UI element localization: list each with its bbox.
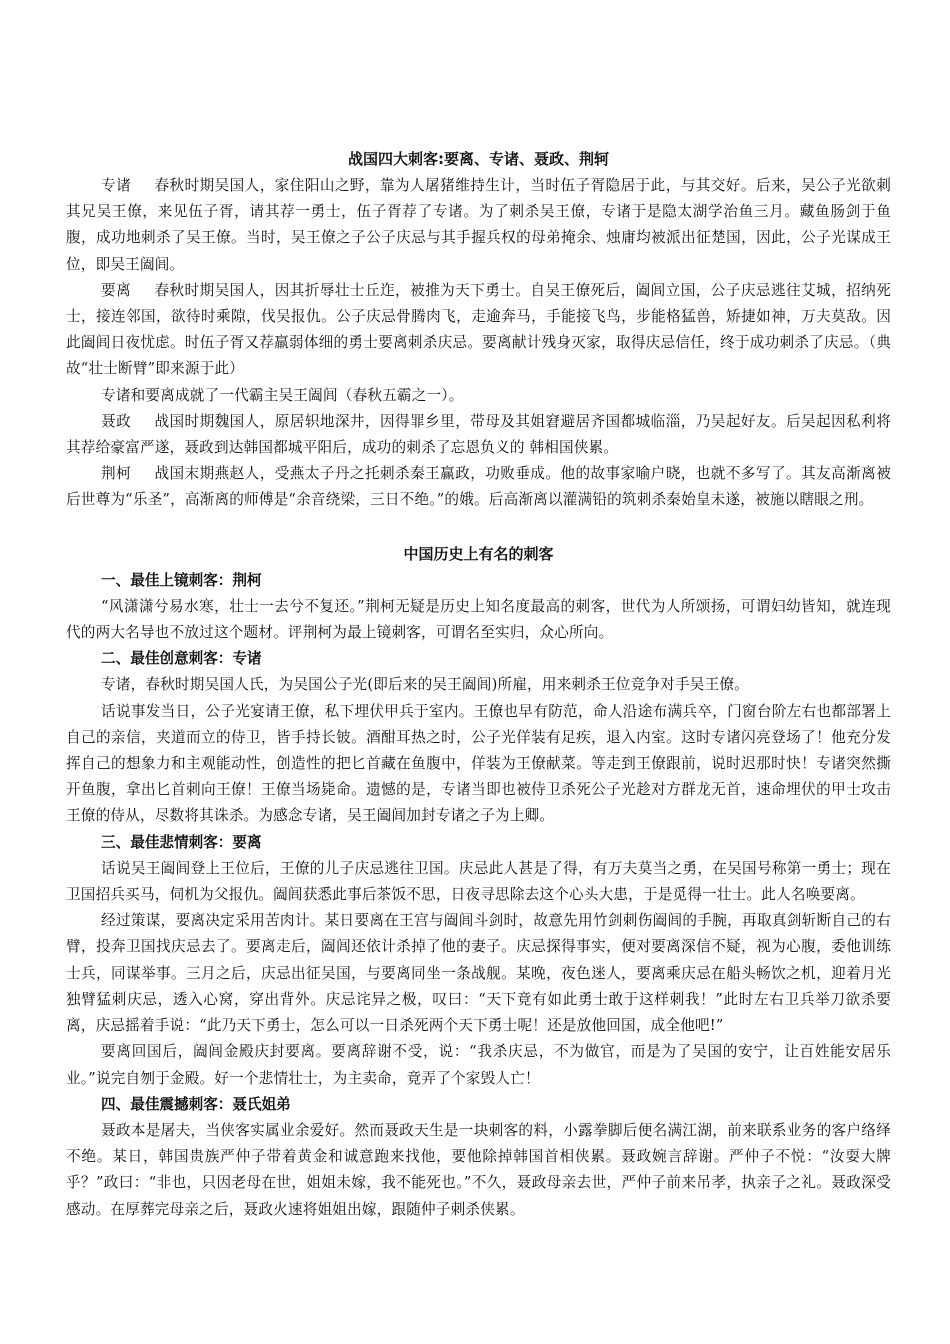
body-paragraph: 话说事发当日，公子光宴请王僚，私下埋伏甲兵于室内。王僚也早有防范，命人沿途布满兵卒，门窗台阶左右也都部署上自己的亲信，夹道而立的侍卫，皆手持长铍。酒酣耳热之时，公子光佯装有足疾，退入内室。这时专诸闪亮登场了！他充分发挥自己的想象力和主观能动性，创造性的把匕首藏在鱼腹中，佯装为王僚献菜。等走到王僚跟前，说时迟那时快！专诸突然撕开鱼腹，拿出匕首刺向王僚！王僚当场毙命。遗憾的是，专诸当即也被侍卫杀死公子光趁对方群龙无首，速命埋伏的甲士攻击王僚的侍从，尽数将其诛杀。为感念专诸，吴王阖闾加封专诸之子为上卿。 bbox=[66, 702, 891, 825]
body-paragraph: “风潇潇兮易水寒，壮士一去兮不复还。”荆柯无疑是历史上知名度最高的刺客，世代为人所颂扬，可谓妇幼皆知，就连现代的两大名导也不放过这个题材。评荆柯为最上镜刺客，可谓名至实归，众心所向。 bbox=[66, 597, 891, 642]
subheading: 一、最佳上镜刺客：荆柯 bbox=[101, 571, 262, 589]
bio-text: 春秋时期吴国人，因其折辱壮士丘迮，被推为天下勇士。自吴王僚死后，阖闾立国，公子庆忌逃往艾城，招纳死士，接连邻国，欲待时乘隙，伐吴报仇。公子庆忌骨腾肉飞，走逾奔马，手能接飞鸟，步能格猛兽，矫捷如神，万夫莫敌。因此阖闾日夜忧虑。时伍子胥又荐羸弱体细的勇士要离刺杀庆忌。要离献计残身灭家，取得庆忌信任，终于成功刺杀了庆忌。（典故“壮士断臂”即来源于此） bbox=[66, 281, 891, 378]
bio-paragraph bbox=[66, 461, 891, 513]
body-paragraph: 要离回国后，阖闾金殿庆封要离。要离辞谢不受，说：“我杀庆忌，不为做官，而是为了吴国的安宁，让百姓能安居乐业。”说完自刎于金殿。好一个悲情壮士，为主卖命，竟弄了个家毁人亡！ bbox=[66, 1043, 891, 1087]
bio-text: 战国时期魏国人，原居轵地深井，因得罪乡里，带母及其姐窘避居齐国都城临淄，乃吴起好友。后吴起因私利将其荐给豪富严遂，聂政到达韩国都城平阳后，成功的刺杀了忘恩负义的 韩相国侠累。 bbox=[66, 412, 891, 457]
body-paragraph: 话说吴王阖闾登上王位后，王僚的儿子庆忌逃往卫国。庆忌此人甚是了得，有万夫莫当之勇，在吴国号称第一勇士；现在卫国招兵买马，伺机为父报仇。阖闾获悉此事后茶饭不思，日夜寻思除去这个心头大患，于是觅得一壮士。此人名唤要离。 bbox=[66, 859, 891, 904]
bio-paragraph bbox=[66, 409, 891, 461]
body-paragraph: 专诸，春秋时期吴国人氏，为吴国公子光(即后来的吴王阖闾)所雇，用来刺杀王位竞争对手吴王僚。 bbox=[101, 676, 749, 694]
bio-paragraph bbox=[66, 173, 891, 278]
bio-text: 春秋时期吴国人，家住阳山之野，靠为人屠猪维持生计，当时伍子胥隐居于此，与其交好。后来，吴公子光欲刺其兄吴王僚，来见伍子胥，请其荐一勇士，伍子胥荐了专诸。为了刺杀吴王僚，专诸于是隐太湖学治鱼三月。藏鱼肠剑于鱼腹，成功地刺杀了吴王僚。当时，吴王僚之子公子庆忌与其手握兵权的母弟掩余、烛庸均被派出征楚国，因此，公子光谋成王位，即吴王阖闾。 bbox=[66, 177, 891, 273]
bio-name: 荆柯 bbox=[101, 465, 132, 483]
body-paragraph: 经过策谋，要离决定采用苦肉计。某日要离在王宫与阖闾斗剑时，故意先用竹剑刺伤阖闾的手腕，再取真剑斩断自己的右臂，投奔卫国找庆忌去了。要离走后，阖闾还依计杀掉了他的妻子。庆忌探得事实，便对要离深信不疑，视为心腹，委他训练士兵，同谋举事。三月之后，庆忌出征吴国，与要离同坐一条战舰。某晚，夜色迷人，要离乘庆忌在船头畅饮之机，迎着月光独臂猛刺庆忌，透入心窝，穿出背外。庆忌诧异之极，叹曰：“天下竟有如此勇士敢于这样刺我！”此时左右卫兵举刀欲杀要离，庆忌摇着手说：“此乃天下勇士，怎么可以一日杀死两个天下勇士呢！还是放他回国，成全他吧!” bbox=[66, 912, 891, 1035]
document-page bbox=[66, 147, 891, 1223]
bio-text: 战国末期燕赵人，受燕太子丹之托刺杀秦王赢政，功败垂成。他的故事家喻户晓，也就不多写了。其友高渐离被后世尊为“乐圣”，高渐离的师傅是“余音绕梁，三日不绝。”的娥。后高渐离以灌满铅的筑刺杀秦始皇未遂，被施以瞎眼之刑。 bbox=[66, 465, 891, 509]
subheading: 三、最佳悲情刺客：要离 bbox=[101, 833, 262, 851]
subheading: 四、最佳震撼刺客：聂氏姐弟 bbox=[101, 1095, 291, 1113]
note-paragraph: 专诸和要离成就了一代霸主吴王阖闾（春秋五霸之一）。 bbox=[101, 386, 464, 404]
body-paragraph: 聂政本是屠夫，当侠客实属业余爱好。然而聂政天生是一块刺客的料，小露拳脚后便名满江湖，前来联系业务的客户络绎不绝。某日，韩国贵族严仲子带着黄金和诚意跑来找他，要他除掉韩国首相侠累。聂政婉言辞谢。严仲子不悦：“汝耍大牌乎？”政曰：“非也，只因老母在世，姐姐未嫁，我不能死也。”不久，聂政母亲去世，严仲子前来吊孝，执亲子之礼。聂政深受感动。在厚葬完母亲之后，聂政火速将姐姐出嫁，跟随仲子刺杀侠累。 bbox=[66, 1121, 891, 1218]
section-title: 中国历史上有名的刺客 bbox=[403, 544, 554, 563]
section-title: 战国四大刺客:要离、专诸、聂政、荆轲 bbox=[347, 150, 609, 168]
bio-name: 聂政 bbox=[101, 412, 132, 430]
bio-name: 专诸 bbox=[101, 177, 132, 194]
subheading: 二、最佳创意刺客：专诸 bbox=[101, 650, 262, 668]
bio-name: 要离 bbox=[101, 281, 132, 299]
bio-paragraph bbox=[66, 278, 891, 383]
